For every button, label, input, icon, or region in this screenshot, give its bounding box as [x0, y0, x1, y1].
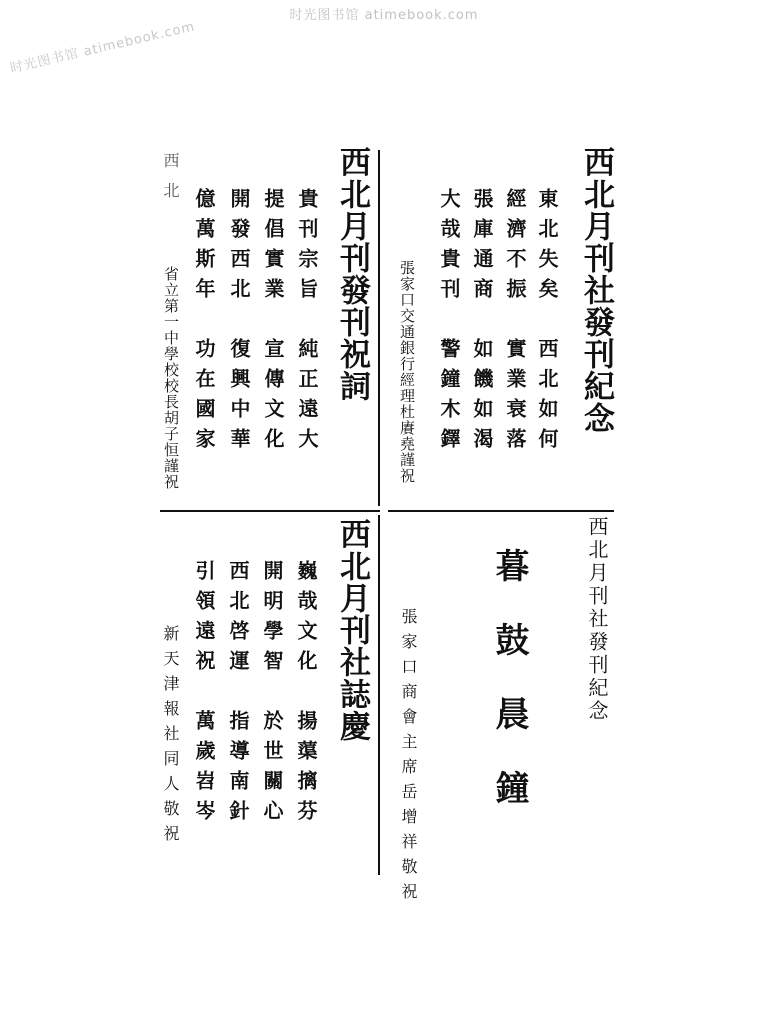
upper-right-verse-2: 經濟不振 實業衰落: [503, 188, 527, 458]
upper-divider-line: [378, 150, 380, 506]
upper-right-signature: 張家口交通銀行經理杜賡堯謹祝: [398, 260, 416, 484]
lower-left-verse-2: 開明學智 於世關心: [260, 560, 284, 830]
lower-divider-line: [378, 515, 380, 875]
upper-left-verse-2: 提倡實業 宣傳文化: [261, 188, 285, 458]
upper-left-edge-chars: 西北: [161, 152, 180, 212]
upper-left-verse-4: 億萬斯年 功在國家: [192, 188, 216, 458]
watermark-diagonal: 时光图书馆 atimebook.com: [8, 19, 197, 77]
middle-divider-line-left: [160, 510, 380, 512]
lower-left-title: 西北月刊社誌慶: [334, 518, 370, 742]
lower-right-big-text: 暮鼓晨鐘: [489, 548, 529, 844]
lower-left-signature: 新天津報社同人敬祝: [161, 625, 180, 850]
upper-right-verse-4: 大哉貴刊 警鐘木鐸: [437, 188, 461, 458]
upper-left-verse-3: 開發西北 復興中華: [227, 188, 251, 458]
upper-left-signature: 省立第一中學校校長胡子恒謹祝: [162, 266, 180, 490]
upper-left-verse-1: 貴刊宗旨 純正遠大: [295, 188, 319, 458]
lower-right-signature: 張家口商會主席岳增祥敬祝: [399, 608, 418, 908]
upper-right-verse-1: 東北失矣 西北如何: [535, 188, 559, 458]
upper-right-verse-3: 張庫通商 如饑如渴: [470, 188, 494, 458]
lower-left-verse-1: 巍哉文化 揚蕖摛芬: [294, 560, 318, 830]
lower-left-verse-3: 西北啓運 指導南針: [226, 560, 250, 830]
lower-left-verse-4: 引領遠祝 萬歲岧岑: [192, 560, 216, 830]
watermark-top: 时光图书馆 atimebook.com: [289, 8, 479, 23]
middle-divider-line-right: [388, 510, 614, 512]
upper-right-title: 西北月刊社發刊紀念: [578, 146, 614, 434]
upper-left-title: 西北月刊發刊祝詞: [334, 146, 370, 402]
lower-right-subtitle: 西北月刊社發刊紀念: [585, 516, 609, 723]
